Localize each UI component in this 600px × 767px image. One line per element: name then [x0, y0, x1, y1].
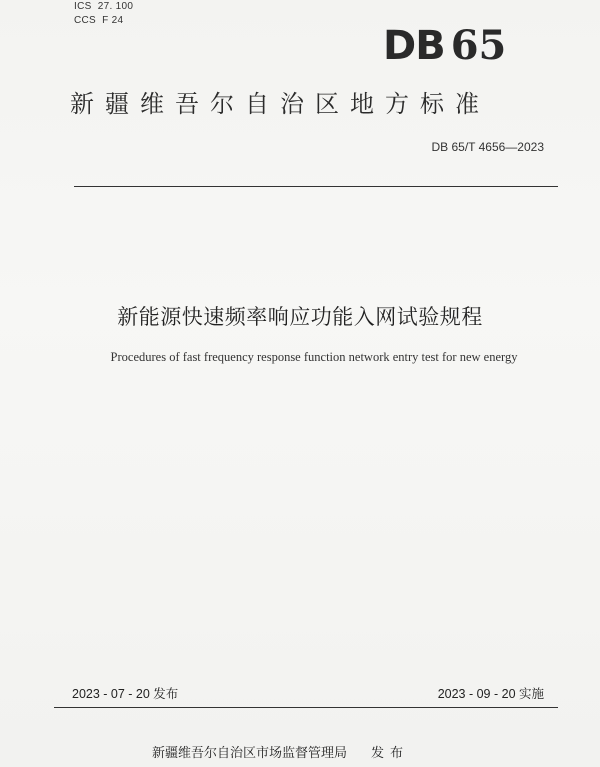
implementation-date: 2023 - 09 - 20 实施 — [437, 687, 544, 701]
publish-date: 2023 - 07 - 20 发布 — [72, 687, 179, 701]
top-divider — [74, 186, 558, 187]
standard-authority-heading: 新疆维吾尔自治区地方标准 — [70, 90, 490, 118]
issuer-name: 新疆维吾尔自治区市场监督管理局 — [152, 746, 348, 761]
bottom-divider — [54, 707, 558, 708]
document-title-english: Procedures of fast frequency response function network entry test for new energy — [110, 350, 518, 364]
ccs-code: CCS F 24 — [74, 15, 124, 26]
db-logo-number: 65 — [450, 22, 507, 69]
issuer-action: 发布 — [371, 746, 410, 761]
db-logo-letters: DB — [383, 23, 445, 69]
ics-code: ICS 27. 100 — [74, 1, 134, 12]
document-title-chinese: 新能源快速频率响应功能入网试验规程 — [117, 305, 483, 329]
standard-number: DB 65/T 4656—2023 — [431, 140, 544, 154]
issuing-authority — [152, 742, 409, 761]
db-logo — [383, 22, 506, 70]
classification-codes — [74, 0, 133, 28]
